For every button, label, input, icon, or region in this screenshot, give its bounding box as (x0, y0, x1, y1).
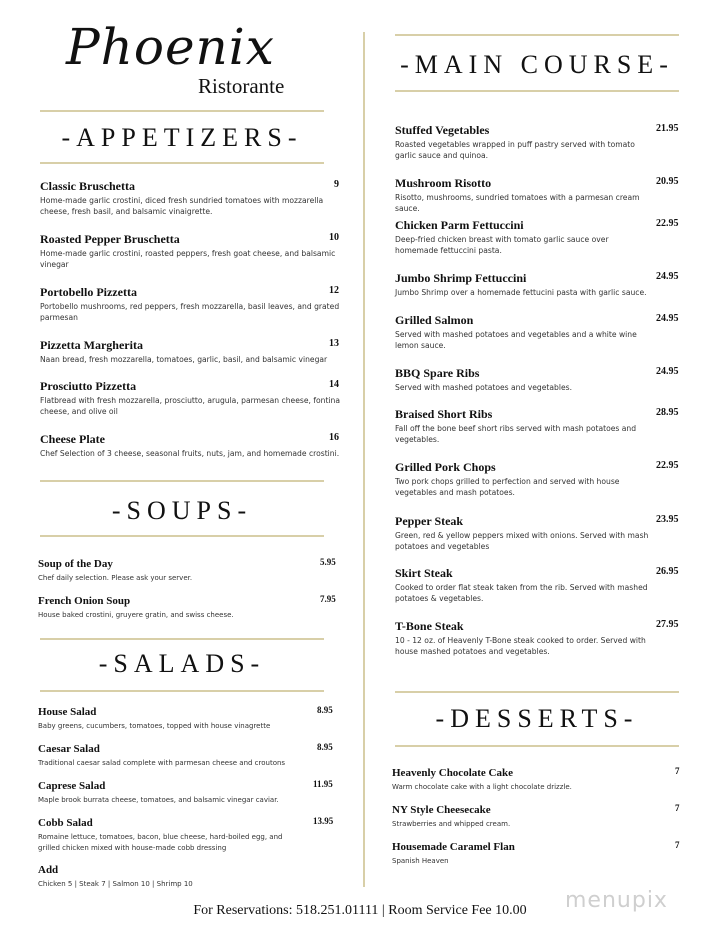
reservations-footer: For Reservations: 518.251.01111 | Room Service Fee 10.00 (193, 903, 527, 918)
item-name: French Onion Soup (38, 595, 131, 607)
item-price: 10 (329, 232, 339, 243)
divider (40, 535, 324, 537)
item-name: T-Bone Steak (395, 619, 464, 633)
item-description: Naan bread, fresh mozzarella, tomatoes, garlic, basil, and balsamic vinegar (40, 355, 328, 364)
item-price: 22.95 (656, 218, 679, 229)
item-name: Braised Short Ribs (395, 407, 493, 421)
menu-item (395, 123, 680, 161)
item-name: Stuffed Vegetables (395, 123, 490, 137)
item-description: Baby greens, cucumbers, tomatoes, topped with house vinagrette (38, 722, 271, 730)
menu-item (40, 432, 340, 459)
menu-item (395, 514, 680, 552)
menu-item (395, 460, 680, 498)
menu-item (395, 619, 680, 657)
salads-heading: -SALADS- (98, 649, 266, 678)
menu-item (392, 803, 684, 830)
item-name: Cheese Plate (40, 432, 105, 446)
item-name: Skirt Steak (395, 566, 453, 580)
restaurant-subtitle: Ristorante (198, 74, 285, 98)
menu-item (38, 816, 334, 854)
item-price: 13.95 (313, 816, 334, 826)
item-name: Cobb Salad (38, 817, 93, 829)
item-name: Grilled Salmon (395, 313, 474, 327)
divider (395, 34, 679, 36)
item-description: 10 - 12 oz. of Heavenly T-Bone steak cooked to order. Served with house mashed potatoes and vegetables. (395, 636, 646, 656)
menu-item (38, 705, 334, 732)
item-description: Served with mashed potatoes and vegetables and a white wine lemon sauce. (395, 330, 637, 350)
item-description: Romaine lettuce, tomatoes, bacon, blue cheese, hard-boiled egg, and grilled chicken mixed with house-made cobb dressing (38, 833, 283, 852)
item-price: 24.95 (656, 271, 679, 282)
menu-item (38, 779, 334, 806)
menu-item (395, 313, 680, 351)
item-price: 8.95 (317, 742, 333, 752)
item-description: Deep-fried chicken breast with tomato garlic sauce over homemade fettuccini pasta. (395, 235, 609, 255)
item-price: 12 (329, 285, 339, 296)
menu-item (40, 179, 340, 217)
divider (395, 745, 679, 747)
item-price: 5.95 (320, 557, 336, 567)
item-name: Soup of the Day (38, 558, 113, 570)
item-price: 24.95 (656, 313, 679, 324)
item-description: Chef Selection of 3 cheese, seasonal fruits, nuts, jam, and homemade crostini. (40, 449, 340, 458)
item-description: Fall off the bone beef short ribs served with mash potatoes and vegetables. (395, 424, 637, 444)
item-description: Warm chocolate cake with a light chocolate drizzle. (392, 783, 572, 791)
item-description: Roasted vegetables wrapped in puff pastry served with tomato garlic sauce and quinoa. (395, 140, 635, 160)
menu-item (38, 557, 334, 584)
item-name: BBQ Spare Ribs (395, 366, 480, 380)
item-name: Heavenly Chocolate Cake (392, 767, 513, 779)
item-price: 8.95 (317, 705, 333, 715)
item-price: 7 (675, 840, 680, 850)
item-description: Green, red & yellow peppers mixed with onions. Served with mash potatoes and vegetables (395, 531, 649, 551)
menu-item (40, 379, 340, 417)
item-price: 27.95 (656, 619, 679, 630)
divider (40, 638, 324, 640)
item-price: 7.95 (320, 594, 336, 604)
item-name: Mushroom Risotto (395, 176, 492, 190)
divider (395, 90, 679, 92)
divider (40, 690, 324, 692)
item-price: 23.95 (656, 514, 679, 525)
restaurant-logo: Phoenix (66, 18, 275, 76)
item-description: Maple brook burrata cheese, tomatoes, and balsamic vinegar caviar. (38, 796, 279, 804)
menu-item (395, 566, 680, 604)
item-name: Classic Bruschetta (40, 179, 135, 193)
appetizers-heading: -APPETIZERS- (61, 123, 303, 152)
item-price: 9 (334, 179, 339, 190)
menu-item (392, 840, 684, 867)
item-description: Chef daily selection. Please ask your server. (38, 574, 193, 582)
item-description: Home-made garlic crostini, roasted peppers, fresh goat cheese, and balsamic vinegar (40, 249, 336, 269)
item-name: Jumbo Shrimp Fettuccini (395, 271, 527, 285)
item-price: 14 (329, 379, 339, 390)
item-price: 24.95 (656, 366, 679, 377)
divider (40, 480, 324, 482)
menu-item (40, 232, 340, 270)
item-description: House baked crostini, gruyere gratin, and swiss cheese. (38, 611, 234, 619)
item-price: 7 (675, 803, 680, 813)
item-name: House Salad (38, 706, 97, 718)
menu-item (392, 766, 684, 793)
item-price: 11.95 (313, 779, 333, 789)
column-divider (363, 32, 365, 887)
item-name: Roasted Pepper Bruschetta (40, 232, 180, 246)
menu-item (395, 407, 680, 445)
divider (395, 691, 679, 693)
item-description: Cooked to order flat steak taken from the rib. Served with mashed potatoes & vegetables. (395, 583, 648, 603)
menu-item (395, 271, 680, 298)
item-name: Pizzetta Margherita (40, 338, 143, 352)
item-price: 22.95 (656, 460, 679, 471)
main-course-heading: -MAIN COURSE- (400, 50, 674, 79)
item-name: Add (38, 864, 59, 876)
item-description: Strawberries and whipped cream. (392, 820, 511, 828)
soups-heading: -SOUPS- (111, 496, 253, 525)
item-name: Portobello Pizzetta (40, 285, 137, 299)
item-description: Chicken 5 | Steak 7 | Salmon 10 | Shrimp 10 (38, 880, 193, 888)
item-price: 7 (675, 766, 680, 776)
menu-item (40, 285, 340, 323)
menu-item (38, 863, 334, 890)
item-description: Risotto, mushrooms, sundried tomatoes with a parmesan cream sauce. (395, 193, 640, 213)
item-description: Jumbo Shrimp over a homemade fettucini pasta with garlic sauce. (395, 288, 647, 297)
divider (40, 110, 324, 112)
item-description: Portobello mushrooms, red peppers, fresh mozzarella, basil leaves, and grated parmesan (40, 302, 340, 322)
item-price: 26.95 (656, 566, 679, 577)
watermark-logo: menupix (565, 888, 668, 913)
item-name: Housemade Caramel Flan (392, 841, 515, 853)
menu-item (395, 176, 680, 214)
item-name: Chicken Parm Fettuccini (395, 218, 524, 232)
menu-item (38, 742, 334, 769)
item-name: Pepper Steak (395, 514, 464, 528)
item-price: 20.95 (656, 176, 679, 187)
item-name: NY Style Cheesecake (392, 804, 491, 816)
desserts-heading: -DESSERTS- (435, 704, 639, 733)
item-price: 28.95 (656, 407, 679, 418)
item-description: Flatbread with fresh mozzarella, prosciutto, arugula, parmesan cheese, fontina cheese, and olive oil (40, 396, 341, 416)
item-price: 21.95 (656, 123, 679, 134)
menu-item (395, 366, 680, 393)
item-description: Home-made garlic crostini, diced fresh sundried tomatoes with mozzarella cheese, fresh basil, and balsamic vinaigrette. (40, 196, 324, 216)
item-name: Caesar Salad (38, 743, 100, 755)
item-price: 13 (329, 338, 339, 349)
item-name: Prosciutto Pizzetta (40, 379, 137, 393)
item-description: Spanish Heaven (392, 857, 449, 865)
menu-item (395, 218, 680, 256)
menu-item (38, 594, 334, 621)
item-description: Two pork chops grilled to perfection and served with house vegetables and mash potatoes. (395, 477, 620, 497)
menu-item (40, 338, 340, 365)
item-name: Caprese Salad (38, 780, 106, 792)
divider (40, 162, 324, 164)
item-name: Grilled Pork Chops (395, 460, 496, 474)
item-price: 16 (329, 432, 339, 443)
item-description: Served with mashed potatoes and vegetables. (395, 383, 572, 392)
item-description: Traditional caesar salad complete with parmesan cheese and croutons (38, 759, 286, 767)
